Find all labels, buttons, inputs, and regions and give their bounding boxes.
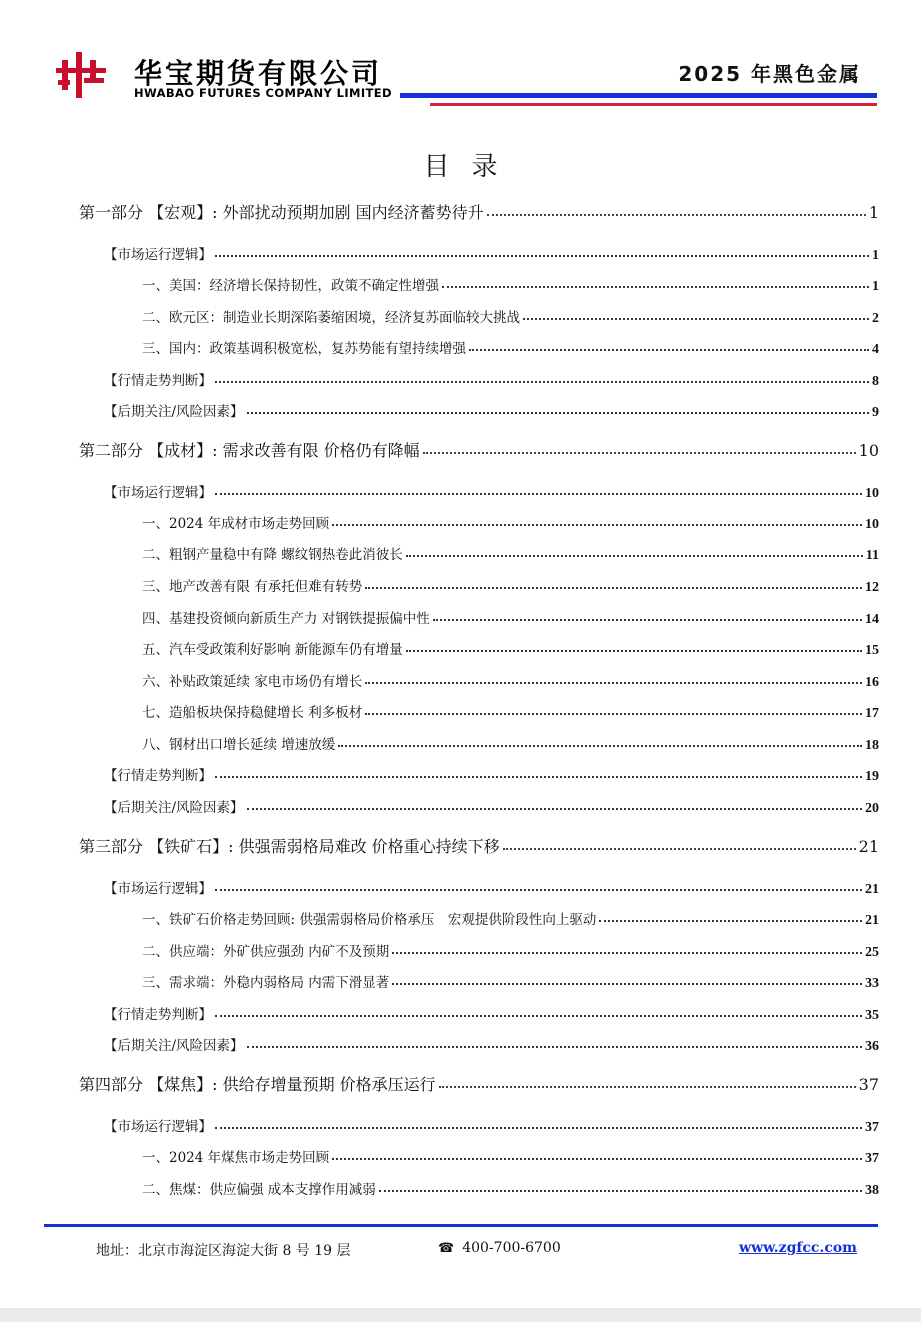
toc-entry-page: 1 xyxy=(868,203,879,222)
toc-entry[interactable] xyxy=(142,607,879,628)
toc-entry-label: 【市场运行逻辑】 xyxy=(104,1119,212,1135)
dot-leader xyxy=(215,876,862,892)
toc-entry-page: 38 xyxy=(865,1183,879,1198)
toc-entry-page: 10 xyxy=(865,486,879,501)
toc-entry-page: 2 xyxy=(872,311,879,326)
dot-leader xyxy=(503,832,856,850)
toc-entry[interactable] xyxy=(104,243,879,264)
telephone-icon: ☎ xyxy=(438,1240,455,1256)
footer-rule xyxy=(44,1224,878,1227)
dot-leader xyxy=(379,1177,862,1193)
toc-entry-page: 37 xyxy=(865,1151,879,1166)
toc-entry[interactable] xyxy=(104,369,879,390)
toc-entry-label: 二、粗钢产量稳中有降 螺纹钢热卷此消彼长 xyxy=(142,547,403,563)
dot-leader xyxy=(215,480,862,496)
toc-entry-label: 第一部分 【宏观】: 外部扰动预期加剧 国内经济蓄势待升 xyxy=(79,203,484,222)
dot-leader xyxy=(599,907,862,923)
toc-entry-page: 1 xyxy=(872,279,879,294)
dot-leader xyxy=(215,368,869,384)
toc-entry-page: 15 xyxy=(865,643,879,658)
toc-entry-label: 一、美国：经济增长保持韧性，政策不确定性增强 xyxy=(142,278,439,294)
toc-heading: 目录 xyxy=(423,152,520,182)
toc-entry[interactable] xyxy=(104,481,879,502)
toc-entry[interactable] xyxy=(104,764,879,785)
toc-entry[interactable] xyxy=(142,971,879,992)
dot-leader xyxy=(406,542,863,558)
dot-leader xyxy=(392,970,862,986)
toc-entry-label: 【市场运行逻辑】 xyxy=(104,881,212,897)
toc-entry-page: 36 xyxy=(865,1039,879,1054)
toc-entry-label: 第二部分 【成材】: 需求改善有限 价格仍有降幅 xyxy=(79,441,420,460)
toc-entry[interactable] xyxy=(142,337,879,358)
dot-leader xyxy=(247,1033,862,1049)
toc-entry-page: 25 xyxy=(865,945,879,960)
toc-entry-label: 一、2024 年煤焦市场走势回顾 xyxy=(142,1150,330,1166)
toc-entry-page: 16 xyxy=(865,675,879,690)
toc-entry[interactable] xyxy=(142,1146,879,1167)
toc-entry[interactable] xyxy=(142,908,879,929)
footer-phone xyxy=(438,1240,561,1256)
toc-entry-label: 二、焦煤：供应偏强 成本支撑作用减弱 xyxy=(142,1182,376,1198)
toc-entry-page: 37 xyxy=(858,1075,879,1094)
toc-entry-label: 二、欧元区：制造业长期深陷萎缩困境，经济复苏面临较大挑战 xyxy=(142,310,520,326)
dot-leader xyxy=(392,939,862,955)
toc-entry[interactable] xyxy=(104,1034,879,1055)
toc-entry-page: 19 xyxy=(865,769,879,784)
toc-entry-page: 4 xyxy=(872,342,879,357)
toc-entry-label: 【后期关注/风险因素】 xyxy=(104,1038,244,1054)
dot-leader xyxy=(365,669,862,685)
dot-leader xyxy=(423,436,856,454)
toc-entry[interactable] xyxy=(104,400,879,421)
toc-entry-label: 三、需求端：外稳内弱格局 内需下滑显著 xyxy=(142,975,390,991)
toc-entry[interactable] xyxy=(104,877,879,898)
dot-leader xyxy=(487,198,866,216)
report-title: 2025 年黑色金属 xyxy=(678,62,861,86)
toc-entry[interactable] xyxy=(142,940,879,961)
toc-entry-label: 一、铁矿石价格走势回顾: 供强需弱格局价格承压 宏观提供阶段性向上驱动 xyxy=(142,912,597,928)
toc-entry-label: 三、地产改善有限 有承托但难有转势 xyxy=(142,579,363,595)
toc-entry-label: 二、供应端：外矿供应强劲 内矿不及预期 xyxy=(142,944,390,960)
dot-leader xyxy=(215,1114,862,1130)
toc-entry[interactable] xyxy=(142,638,879,659)
dot-leader xyxy=(247,399,869,415)
dot-leader xyxy=(439,1070,856,1088)
dot-leader xyxy=(469,336,869,352)
dot-leader xyxy=(365,574,862,590)
hwabao-logo-icon xyxy=(54,50,108,100)
dot-leader xyxy=(406,637,862,653)
toc-entry[interactable] xyxy=(142,670,879,691)
toc-entry-label: 【行情走势判断】 xyxy=(104,373,212,389)
toc-entry-label: 第三部分 【铁矿石】: 供强需弱格局难改 价格重心持续下移 xyxy=(79,837,500,856)
toc-entry-label: 【市场运行逻辑】 xyxy=(104,485,212,501)
header-rule-red xyxy=(430,103,877,106)
toc-entry-label: 【后期关注/风险因素】 xyxy=(104,404,244,420)
toc-entry-page: 1 xyxy=(872,248,879,263)
dot-leader xyxy=(247,795,862,811)
toc-entry-page: 10 xyxy=(858,441,879,460)
toc-entry[interactable] xyxy=(104,796,879,817)
footer-address: 地址：北京市海淀区海淀大街 8 号 19 层 xyxy=(96,1243,351,1259)
toc-entry-page: 35 xyxy=(865,1008,879,1023)
toc-entry-page: 9 xyxy=(872,405,879,420)
toc-entry-page: 18 xyxy=(865,738,879,753)
toc-entry-page: 11 xyxy=(865,548,879,563)
toc-entry-page: 10 xyxy=(865,517,879,532)
toc-entry-page: 37 xyxy=(865,1120,879,1135)
footer-phone-number: 400-700-6700 xyxy=(462,1240,561,1256)
toc-entry-label: 三、国内：政策基调积极宽松，复苏势能有望持续增强 xyxy=(142,341,466,357)
toc-entry-label: 五、汽车受政策利好影响 新能源车仍有增量 xyxy=(142,642,403,658)
toc-entry-page: 12 xyxy=(865,580,879,595)
toc-part-4[interactable] xyxy=(79,1072,879,1095)
toc-entry[interactable] xyxy=(142,512,879,533)
toc-entry[interactable] xyxy=(142,306,879,327)
toc-entry[interactable] xyxy=(142,274,879,295)
toc-entry-page: 20 xyxy=(865,801,879,816)
toc-entry[interactable] xyxy=(142,733,879,754)
toc-entry-label: 【行情走势判断】 xyxy=(104,768,212,784)
toc-entry[interactable] xyxy=(104,1115,879,1136)
header-rule-blue xyxy=(400,93,877,98)
dot-leader xyxy=(433,606,862,622)
toc-entry-label: 【行情走势判断】 xyxy=(104,1007,212,1023)
toc-entry[interactable] xyxy=(142,701,879,722)
footer-website-link[interactable]: www.zgfcc.com xyxy=(739,1240,857,1256)
toc-entry-page: 8 xyxy=(872,374,879,389)
toc-entry-label: 七、造船板块保持稳健增长 利多板材 xyxy=(142,705,363,721)
dot-leader xyxy=(523,305,869,321)
dot-leader xyxy=(365,700,862,716)
toc-entry-label: 【市场运行逻辑】 xyxy=(104,247,212,263)
toc-entry-page: 17 xyxy=(865,706,879,721)
toc-entry-label: 四、基建投资倾向新质生产力 对钢铁提振偏中性 xyxy=(142,611,430,627)
company-name-cn: 华宝期货有限公司 xyxy=(134,57,383,90)
toc-part-2[interactable] xyxy=(79,438,879,461)
dot-leader xyxy=(332,1145,862,1161)
toc-entry-label: 【后期关注/风险因素】 xyxy=(104,800,244,816)
toc-entry-page: 21 xyxy=(858,837,879,856)
toc-entry[interactable] xyxy=(142,1178,879,1199)
toc-entry[interactable] xyxy=(142,575,879,596)
toc-entry-page: 14 xyxy=(865,612,879,627)
toc-entry-page: 21 xyxy=(865,882,879,897)
toc-entry-label: 八、钢材出口增长延续 增速放缓 xyxy=(142,737,336,753)
dot-leader xyxy=(338,732,862,748)
company-name-en: HWABAO FUTURES COMPANY LIMITED xyxy=(134,86,392,100)
toc-entry-label: 第四部分 【煤焦】: 供给存增量预期 价格承压运行 xyxy=(79,1075,436,1094)
viewer-bottom-strip xyxy=(0,1308,921,1322)
dot-leader xyxy=(215,1002,862,1018)
dot-leader xyxy=(332,511,862,527)
toc-entry-label: 六、补贴政策延续 家电市场仍有增长 xyxy=(142,674,363,690)
toc-entry-label: 一、2024 年成材市场走势回顾 xyxy=(142,516,330,532)
dot-leader xyxy=(442,273,869,289)
toc-entry[interactable] xyxy=(104,1003,879,1024)
dot-leader xyxy=(215,242,869,258)
toc-entry[interactable] xyxy=(142,543,879,564)
dot-leader xyxy=(215,763,862,779)
toc-entry-page: 33 xyxy=(865,976,879,991)
toc-part-1[interactable] xyxy=(79,200,879,223)
toc-entry-page: 21 xyxy=(865,913,879,928)
toc-part-3[interactable] xyxy=(79,834,879,857)
